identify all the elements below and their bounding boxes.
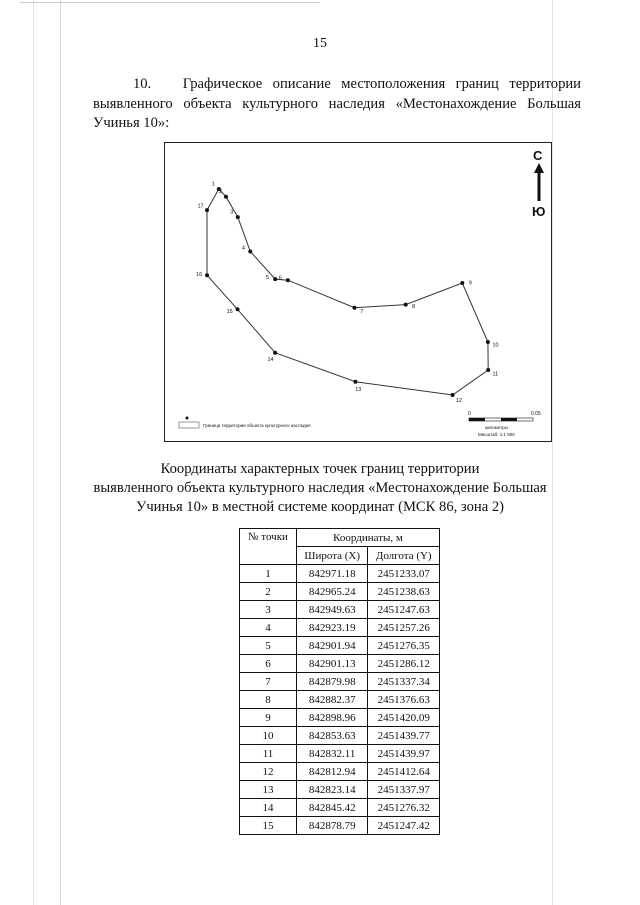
boundary-point-label: 4: [241, 245, 245, 252]
coordinates-table-body: [240, 565, 440, 835]
point-number-cell: 6: [240, 655, 297, 673]
scan-artifact-top: [20, 2, 320, 3]
longitude-cell: 2451412.64: [368, 763, 440, 781]
latitude-cell: 842882.37: [297, 691, 368, 709]
table-row: [240, 727, 440, 745]
longitude-cell: 2451247.63: [368, 601, 440, 619]
header-longitude: Долгота (Y): [368, 547, 440, 565]
table-row: [240, 655, 440, 673]
boundary-point-marker: [451, 393, 455, 397]
latitude-cell: 842901.13: [297, 655, 368, 673]
boundary-point-label: 8: [412, 303, 416, 310]
table-row: [240, 781, 440, 799]
latitude-cell: 842853.63: [297, 727, 368, 745]
point-number-cell: 4: [240, 619, 297, 637]
longitude-cell: 2451238.63: [368, 583, 440, 601]
boundary-polygon: [207, 189, 488, 395]
point-number-cell: 3: [240, 601, 297, 619]
coordinates-heading: [80, 460, 560, 517]
boundary-point-marker: [460, 281, 464, 285]
point-number-cell: 7: [240, 673, 297, 691]
boundary-point-label: 6: [278, 275, 282, 282]
latitude-cell: 842949.63: [297, 601, 368, 619]
south-label: Ю: [532, 204, 546, 219]
latitude-cell: 842898.96: [297, 709, 368, 727]
table-row: [240, 583, 440, 601]
point-number-cell: 5: [240, 637, 297, 655]
latitude-cell: 842845.42: [297, 799, 368, 817]
scale-bar: [469, 418, 533, 421]
coordinates-table: [239, 528, 440, 835]
boundary-point-label: 17: [197, 203, 204, 210]
latitude-cell: 842965.24: [297, 583, 368, 601]
scan-artifact-right: [552, 0, 553, 905]
scan-artifact-left-2: [33, 0, 34, 905]
section-text: Графическое описание местоположения границ территории выявленного объекта культурного наследия «Местонахождение Большая Учинья 10»:: [93, 76, 581, 131]
latitude-cell: 842832.11: [297, 745, 368, 763]
longitude-cell: 2451420.09: [368, 709, 440, 727]
boundary-point-label: 5: [265, 275, 269, 282]
boundary-point-marker: [404, 303, 408, 307]
point-number-cell: 1: [240, 565, 297, 583]
longitude-cell: 2451257.26: [368, 619, 440, 637]
point-number-cell: 13: [240, 781, 297, 799]
scale-unit: километры: [485, 425, 508, 430]
boundary-point-label: 1: [211, 181, 215, 188]
table-row: [240, 673, 440, 691]
longitude-cell: 2451286.12: [368, 655, 440, 673]
heading-line-2: выявленного объекта культурного наследия «Местонахождение Большая: [93, 480, 547, 496]
latitude-cell: 842878.79: [297, 817, 368, 835]
point-number-cell: 12: [240, 763, 297, 781]
table-row: [240, 565, 440, 583]
header-latitude: Широта (X): [297, 547, 368, 565]
boundary-point-marker: [205, 273, 209, 277]
boundary-point-label: 15: [226, 309, 233, 315]
heading-line-3: Учинья 10» в местной системе координат (МСК 86, зона 2): [136, 499, 504, 515]
boundary-point-marker: [486, 368, 490, 372]
point-number-cell: 14: [240, 799, 297, 817]
map-canvas: [165, 143, 551, 441]
longitude-cell: 2451276.32: [368, 799, 440, 817]
longitude-cell: 2451276.35: [368, 637, 440, 655]
boundary-point-marker: [286, 278, 290, 282]
boundary-point-label: 2: [218, 189, 222, 196]
heading-line-1: Координаты характерных точек границ территории: [160, 461, 480, 477]
boundary-map: [164, 142, 552, 442]
header-coordinates: Координаты, м: [297, 529, 440, 547]
longitude-cell: 2451439.77: [368, 727, 440, 745]
latitude-cell: 842823.14: [297, 781, 368, 799]
scale-ratio: Масштаб: 1:1 500: [478, 432, 515, 437]
table-row: [240, 745, 440, 763]
boundary-point-label: 11: [492, 371, 499, 378]
table-row: [240, 637, 440, 655]
section-number: 10.: [133, 76, 152, 92]
point-number-cell: 10: [240, 727, 297, 745]
boundary-point-label: 12: [455, 397, 462, 404]
point-number-cell: 15: [240, 817, 297, 835]
boundary-point-label: 14: [267, 357, 274, 364]
point-number-cell: 11: [240, 745, 297, 763]
latitude-cell: 842901.94: [297, 637, 368, 655]
latitude-cell: 842812.94: [297, 763, 368, 781]
longitude-cell: 2451337.34: [368, 673, 440, 691]
boundary-point-label: 10: [492, 342, 499, 349]
page-number: 15: [313, 36, 327, 51]
boundary-point-marker: [353, 380, 357, 384]
table-row: [240, 601, 440, 619]
header-point-number: № точки: [240, 529, 297, 565]
boundary-point-marker: [205, 208, 209, 212]
intro-paragraph: [93, 75, 581, 134]
scan-artifact-left: [60, 0, 61, 905]
latitude-cell: 842923.19: [297, 619, 368, 637]
latitude-cell: 842879.98: [297, 673, 368, 691]
north-label: С: [533, 148, 543, 163]
latitude-cell: 842971.18: [297, 565, 368, 583]
table-row: [240, 763, 440, 781]
table-row: [240, 619, 440, 637]
north-arrow-icon: [534, 163, 544, 201]
longitude-cell: 2451439.97: [368, 745, 440, 763]
table-row: [240, 799, 440, 817]
boundary-point-label: 7: [360, 309, 364, 316]
boundary-point-marker: [236, 215, 240, 219]
boundary-point-label: 9: [468, 280, 472, 287]
longitude-cell: 2451233.07: [368, 565, 440, 583]
boundary-point-label: 16: [196, 272, 203, 278]
table-row: [240, 691, 440, 709]
longitude-cell: 2451337.97: [368, 781, 440, 799]
longitude-cell: 2451247.42: [368, 817, 440, 835]
table-row: [240, 709, 440, 727]
legend-symbol: [179, 417, 199, 429]
scale-max: 0.05: [531, 411, 541, 417]
boundary-point-marker: [236, 307, 240, 311]
boundary-point-marker: [224, 195, 228, 199]
boundary-point-marker: [273, 277, 277, 281]
point-number-cell: 9: [240, 709, 297, 727]
point-number-cell: 2: [240, 583, 297, 601]
boundary-point-marker: [248, 250, 252, 254]
boundary-point-label: 13: [355, 387, 362, 394]
boundary-points: [196, 181, 499, 404]
longitude-cell: 2451376.63: [368, 691, 440, 709]
scale-zero: 0: [468, 411, 471, 417]
boundary-point-marker: [273, 351, 277, 355]
legend-label: Граница территории объекта культурного наследия: [203, 423, 311, 428]
boundary-point-marker: [486, 340, 490, 344]
boundary-point-marker: [353, 306, 357, 310]
table-row: [240, 817, 440, 835]
point-number-cell: 8: [240, 691, 297, 709]
boundary-point-label: 3: [230, 209, 234, 216]
